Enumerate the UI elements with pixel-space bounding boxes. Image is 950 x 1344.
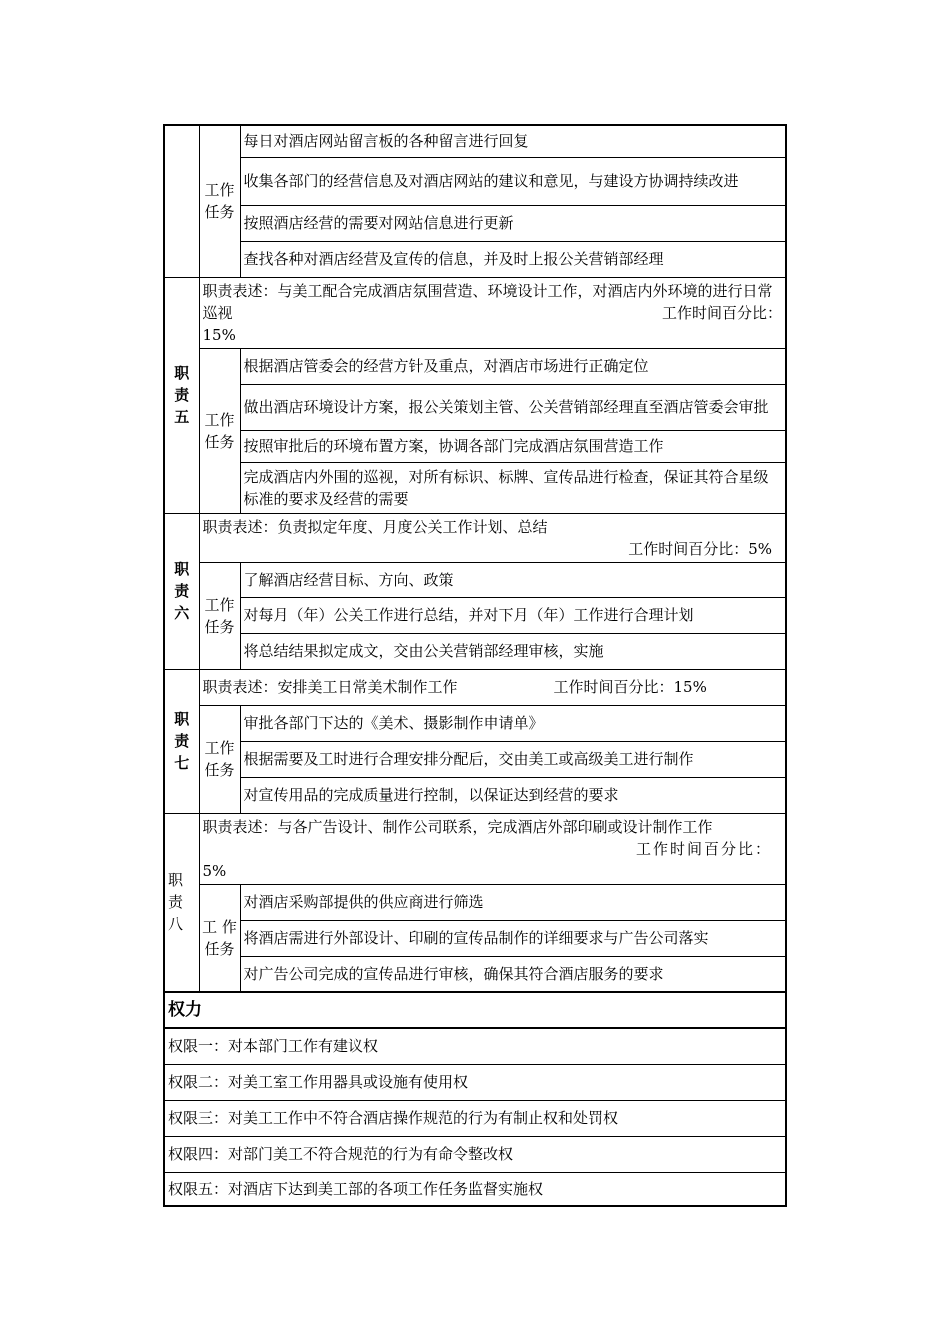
duty5-work-label: 工作 任务: [199, 348, 240, 513]
authority-item-5: 权限五：对酒店下达到美工部的各项工作任务监督实施权: [164, 1172, 786, 1206]
duty6-work-label: 工作 任务: [199, 562, 240, 669]
duty8-label: 职 责 八: [164, 813, 199, 992]
duty5-task-1: 根据酒店管委会的经营方针及重点，对酒店市场进行正确定位: [240, 348, 786, 384]
duty7-description: [199, 669, 786, 705]
duty5-pct-value: 15%: [202, 325, 236, 344]
duty7-label: 职 责 七: [164, 669, 199, 813]
duty4-label-cell: [164, 125, 199, 277]
duty7-pct: 工作时间百分比：15%: [553, 678, 707, 696]
duty5-label: 职 责 五: [164, 277, 199, 513]
duty6-task-3: 将总结结果拟定成文，交由公关营销部经理审核，实施: [240, 633, 786, 669]
duty4-task-4: 查找各种对酒店经营及宣传的信息，并及时上报公关营销部经理: [240, 241, 786, 277]
duty6-label: 职 责 六: [164, 513, 199, 669]
duty8-pct-value: 5%: [202, 861, 227, 880]
duty6-desc-text: 职责表述：负责拟定年度、月度公关工作计划、总结: [202, 517, 548, 536]
duty4-task-3: 按照酒店经营的需要对网站信息进行更新: [240, 205, 786, 241]
duty5-task-4: 完成酒店内外围的巡视，对所有标识、标牌、宣传品进行检查，保证其符合星级标准的要求及经营的需要: [240, 462, 786, 513]
duty6-task-1: 了解酒店经营目标、方向、政策: [240, 562, 786, 597]
duty7-work-label: 工作 任务: [199, 705, 240, 813]
authority-item-1: 权限一：对本部门工作有建议权: [164, 1028, 786, 1064]
authority-heading: 权力: [164, 992, 786, 1028]
duty8-work-label: 工 作 任务: [199, 884, 240, 992]
duty4-task-2: 收集各部门的经营信息及对酒店网站的建议和意见，与建设方协调持续改进: [240, 157, 786, 205]
duty4-work-label: 工作 任务: [199, 125, 240, 277]
duty8-pct-label: 工作时间百分比：: [635, 839, 772, 858]
authority-item-4: 权限四：对部门美工不符合规范的行为有命令整改权: [164, 1136, 786, 1172]
duty4-task-1: 每日对酒店网站留言板的各种留言进行回复: [240, 125, 786, 157]
duty6-pct: 工作时间百分比：5%: [628, 539, 772, 558]
duty5-task-2: 做出酒店环境设计方案，报公关策划主管、公关营销部经理直至酒店管委会审批: [240, 384, 786, 430]
duty8-description: [199, 813, 786, 884]
duty6-task-2: 对每月（年）公关工作进行总结，并对下月（年）工作进行合理计划: [240, 597, 786, 633]
duty8-task-1: 对酒店采购部提供的供应商进行筛选: [240, 884, 786, 920]
duty7-task-2: 根据需要及工时进行合理安排分配后，交由美工或高级美工进行制作: [240, 741, 786, 777]
duty8-task-2: 将酒店需进行外部设计、印刷的宣传品制作的详细要求与广告公司落实: [240, 920, 786, 956]
duty5-task-3: 按照审批后的环境布置方案，协调各部门完成酒店氛围营造工作: [240, 430, 786, 462]
duty7-task-1: 审批各部门下达的《美术、摄影制作申请单》: [240, 705, 786, 741]
duty8-desc-text: 职责表述：与各广告设计、制作公司联系，完成酒店外部印刷或设计制作工作: [202, 817, 713, 836]
job-description-document: [163, 124, 787, 1207]
authority-item-2: 权限二：对美工室工作用器具或设施有使用权: [164, 1064, 786, 1100]
duties-table: [163, 124, 787, 1207]
duty8-task-3: 对广告公司完成的宣传品进行审核，确保其符合酒店服务的要求: [240, 956, 786, 992]
duty7-desc-text: 职责表述：安排美工日常美术制作工作: [202, 678, 458, 696]
duty5-description: [199, 277, 786, 348]
duty7-task-3: 对宣传用品的完成质量进行控制，以保证达到经营的要求: [240, 777, 786, 813]
duty5-desc-text: 职责表述：与美工配合完成酒店氛围营造、环境设计工作，对酒店内外环境的进行日常巡视: [202, 281, 773, 322]
authority-item-3: 权限三：对美工工作中不符合酒店操作规范的行为有制止权和处罚权: [164, 1100, 786, 1136]
duty5-pct-label: 工作时间百分比：: [661, 303, 782, 322]
duty6-description: [199, 513, 786, 562]
